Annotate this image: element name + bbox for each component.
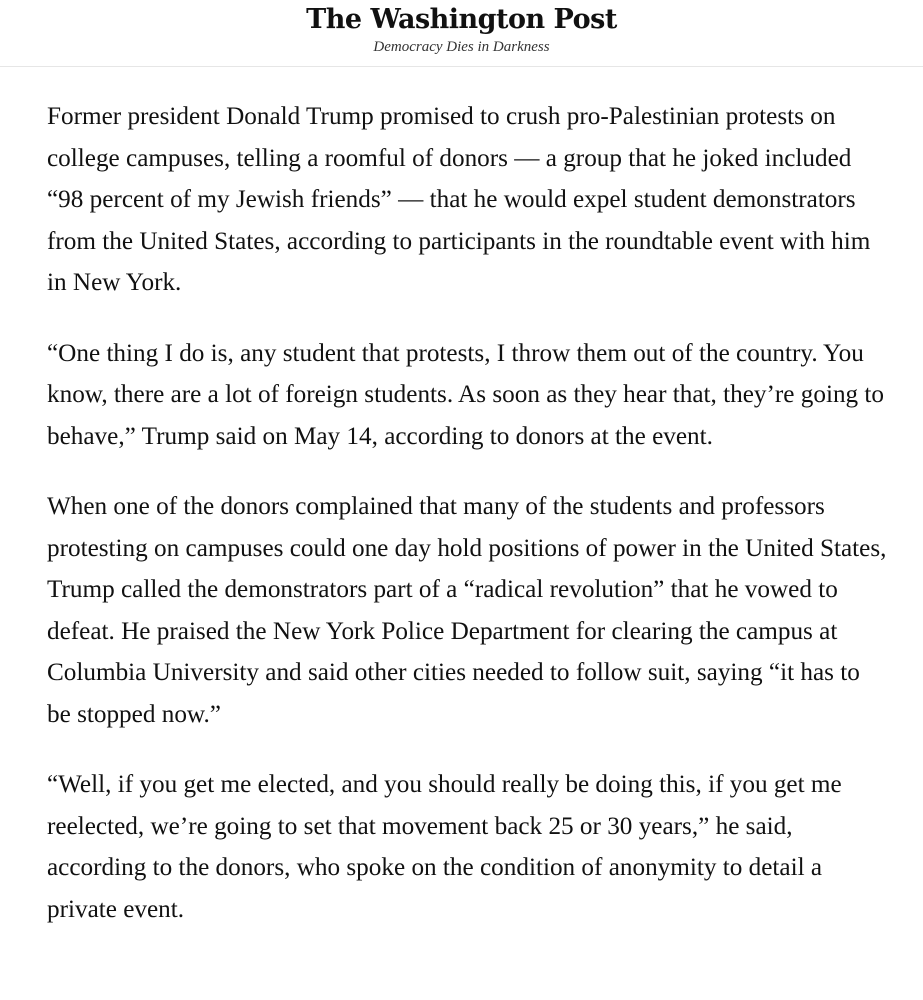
article-body [47, 96, 887, 959]
article-paragraph-1: Former president Donald Trump promised to crush pro-Palestinian protests on college campuses, telling a roomful of donors — a group that he joked included “98 percent of my Jewish friends” — that he would expel student demonstrators from the United States, according to participants in the roundtable event with him in New York. [47, 103, 871, 296]
washington-post-logo[interactable]: The Washington Post [306, 4, 617, 35]
masthead-tagline: Democracy Dies in Darkness [373, 39, 550, 55]
masthead [0, 0, 923, 67]
article-paragraph-2: “One thing I do is, any student that protests, I throw them out of the country. You know, there are a lot of foreign students. As soon as they hear that, they’re going to behave,” Trump said on May 14, according to donors at the event. [47, 339, 885, 450]
article-paragraph-3: When one of the donors complained that many of the students and professors protesting on campuses could one day hold positions of power in the United States, Trump called the demonstrators part of a “radical revolution” that he vowed to defeat. He praised the New York Police Department for clearing the campus at Columbia University and said other cities needed to follow suit, saying “it has to be stopped now.” [47, 493, 887, 728]
article-paragraph-4: “Well, if you get me elected, and you should really be doing this, if you get me reelected, we’re going to set that movement back 25 or 30 years,” he said, according to the donors, who spoke on the condition of anonymity to detail a private event. [47, 771, 842, 923]
